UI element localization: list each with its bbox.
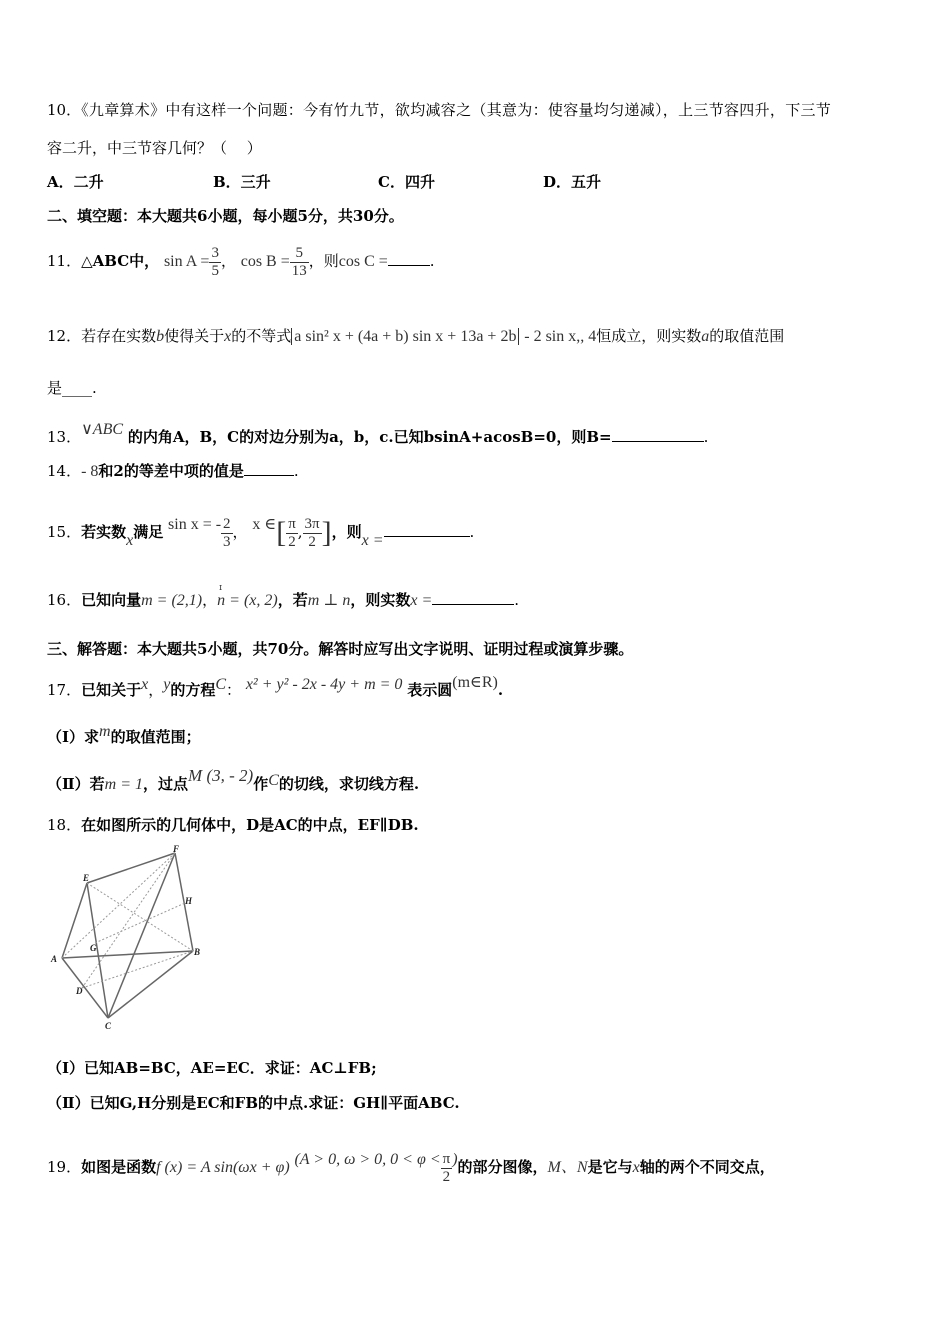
q18-part2: （Ⅱ）已知G,H分别是EC和FB的中点.求证：GH∥平面ABC.: [47, 1094, 460, 1112]
q15-interval-high: $\frac{3\pi}{2}$: [304, 515, 320, 550]
q18: 18．在如图所示的几何体中，D是AC的中点，EF∥DB.: [47, 816, 419, 834]
q18-label-B: B: [194, 947, 201, 957]
q12: 12．若存在实数b使得关于x的不等式 a sin² x + (4a + b) sin x + 13a + 2b - 2 sin x,, 4恒成立，则实数a的取值范围: [47, 327, 785, 345]
q18-geometry-figure: [45, 843, 215, 1033]
q10-option-d: D．五升: [543, 173, 602, 191]
q18-label-F: F: [173, 844, 180, 854]
q10-option-b: B．三升: [213, 173, 271, 191]
q10-text: 《九章算术》中有这样一个问题：今有竹九节，欲均减容之（其意为：使容量均匀递减），上三节容四升，下三节: [81, 101, 832, 119]
q11-cosB-fraction: $\frac{5}{13}$: [291, 244, 307, 279]
q18-part1: （Ⅰ）已知AB=BC，AE=EC．求证：AC⊥FB;: [47, 1059, 377, 1077]
q18-label-E: E: [83, 873, 90, 883]
q19: 19．如图是函数f (x) = A sin(ωx + φ) (A > 0, ω > 0, 0 < φ < $\frac{\pi}{2}$ )的部分图像，M、N是它与x轴的两个不同交点，: [47, 1150, 775, 1185]
q11: 11．△ABC中， sin A = $\frac{3}{5}$ ， cos B = $\frac{5}{13}$ ，则cos C = .: [47, 244, 435, 279]
q15-fraction: $\frac{2}{3}$: [223, 515, 231, 550]
q11-sinA-fraction: $\frac{3}{5}$: [211, 244, 219, 279]
q14-answer-blank: [244, 461, 294, 476]
q19-fraction: $\frac{\pi}{2}$: [442, 1150, 451, 1185]
q10-text-2: 容二升，中三节容几何？（ ）: [47, 139, 262, 157]
q13-answer-blank: [612, 427, 704, 442]
q10-line2: [47, 137, 262, 159]
q18-label-D: D: [76, 986, 83, 996]
q10-option-c: C．四升: [378, 173, 435, 191]
q17-part1: （Ⅰ）求m的取值范围；: [47, 723, 201, 746]
q16-answer-blank: [432, 590, 514, 605]
q10-option-a: A．二升: [47, 173, 104, 191]
q10-number: 10．: [47, 101, 82, 119]
q16: 16．已知向量m = (2,1)， ɪ n = (x, 2)，若m ⊥ n，则实数x = .: [47, 583, 520, 609]
q14: 14．- 8和2的等差中项的值是 .: [47, 462, 299, 480]
q10-line1: [47, 99, 831, 121]
q15-interval-low: $\frac{\pi}{2}$: [288, 515, 296, 550]
section-2-heading: 二、填空题：本大题共6小题，每小题5分，共30分。: [47, 207, 404, 225]
q17-part2: （Ⅱ）若m = 1，过点M (3, - 2)作C的切线，求切线方程.: [47, 766, 420, 793]
q13-triangle: ∨ABC: [81, 421, 124, 438]
q15: 15．若实数x满足 sin x = - $\frac{2}{3}$ ， x ∈[ $\frac{\pi}{2}$ , $\frac{3\pi}{2}$ ]，则x = .: [47, 515, 475, 550]
q12-abs-expression: a sin² x + (4a + b) sin x + 13a + 2b: [291, 328, 519, 345]
q15-answer-blank: [384, 522, 470, 537]
q18-label-A: A: [51, 954, 58, 964]
q18-label-C: C: [105, 1021, 112, 1031]
q13: 13．∨ABC 的内角A，B，C的对边分别为a，b，c.已知bsinA+acosB=0，则B= .: [47, 421, 709, 446]
q18-label-G: G: [90, 943, 97, 953]
section-3-heading: 三、解答题：本大题共5小题，共70分。解答时应写出文字说明、证明过程或演算步骤。: [47, 640, 634, 658]
q11-answer-blank: [388, 251, 430, 266]
q18-label-H: H: [185, 896, 193, 906]
q12-line2: 是____.: [47, 379, 97, 397]
q17: 17．已知关于x，y的方程C： x² + y² - 2x - 4y + m = 0 表示圆(m∈R).: [47, 674, 504, 699]
